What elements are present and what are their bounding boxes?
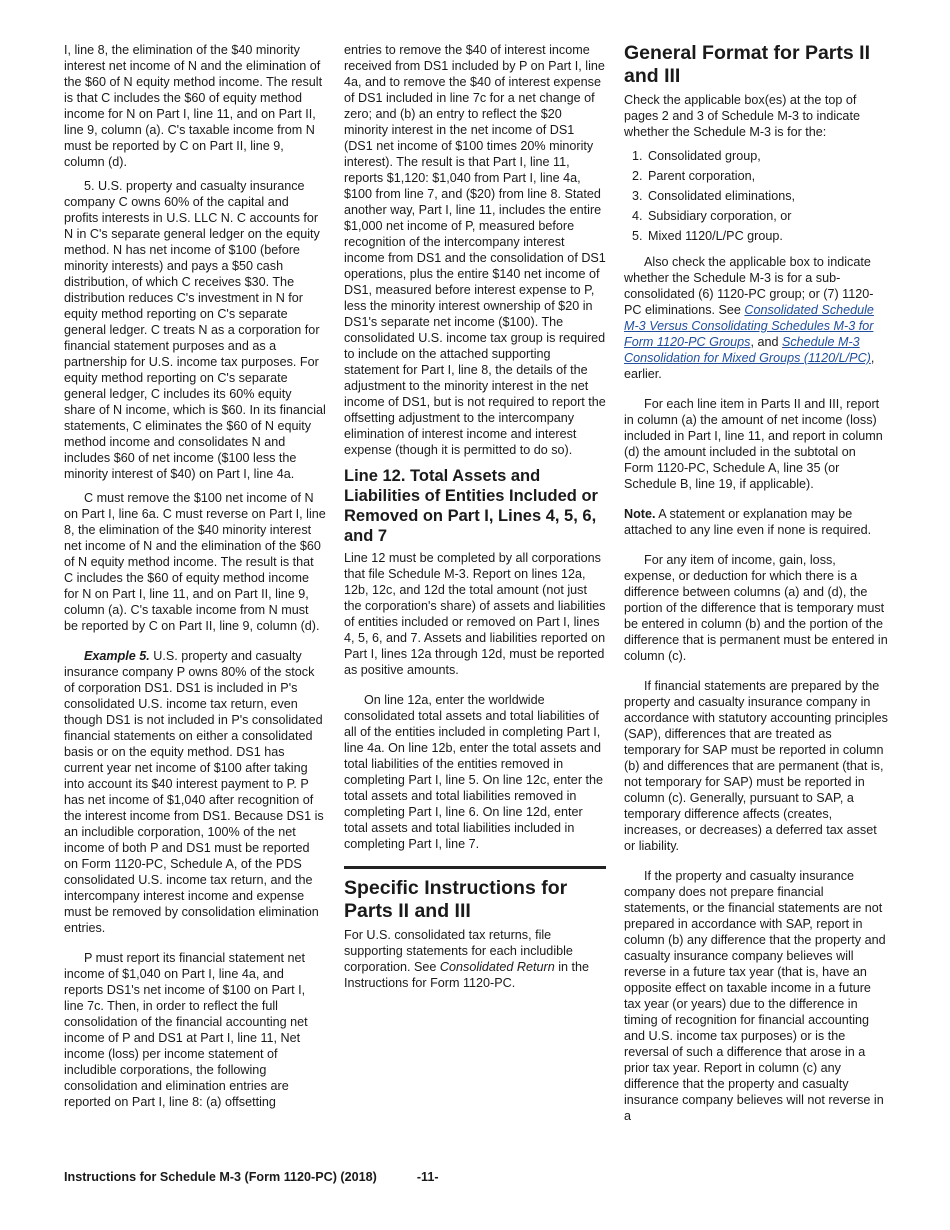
paragraph <box>624 254 888 382</box>
link-mixed-groups[interactable]: Schedule M-3 Consolidation for Mixed Groups (1120/L/PC) <box>624 335 871 365</box>
paragraph: For any item of income, gain, loss, expense, or deduction for which there is a difference between columns (a) and (d), the portion of the difference that is temporary must be entered in column (b) and the portion of the difference that is permanent must be entered in column (c). <box>624 553 888 663</box>
example-5-paragraph <box>64 648 326 936</box>
paragraph: entries to remove the $40 of interest income received from DS1 included by P on Part I, line 4a, and to remove the $40 of interest expense of DS1 included in line 7c for a net change of zero; and (b) an entry to reflect the $20 minority interest in the net income of DS1 (DS1 net income of $100 times 20% minority interest). The result is that Part I, line 11, reports $1,120: $1,040 from Part I, line 4a, $100 from line 7, and ($20) from line 8. Stated another way, Part I, line 11, includes the entire $1,000 net income of P, measured before recognition of the intercompany interest income from DS1 and the consolidation of DS1 operations, plus the entire $140 net income of DS1, measured before interest expense to P, less the minority interest ownership of $20 in DS1's separate net income ($100). The consolidated U.S. income tax group is required to include on the attached supporting statement for Part I, line 8, the details of the adjustment to the minority interest in the net income of DS1, but is not required to report the offsetting adjustment to the intercompany elimination of interest income and interest expense (though it is permitted to do so). <box>344 43 606 457</box>
column-middle <box>344 42 606 999</box>
list-item: 1. Consolidated group, <box>646 148 888 164</box>
italic-reference: Consolidated Return <box>439 960 555 974</box>
paragraph: If the property and casualty insurance company does not prepare financial statements, or the financial statements are not prepared in accordance with SAP, report in column (b) any difference that the property and casualty insurance company believes will reverse in a future tax year (that is, have an opposite effect on taxable income in a future tax year (or years) due to the difference in timing of recognition for financial accounting and U.S. income tax purposes) or is the reversal of such a difference that arose in a prior tax year. Report in column (c) any difference that the property and casualty insurance company believes will not reverse in a <box>624 869 886 1123</box>
page-footer <box>64 1170 439 1184</box>
paragraph: Check the applicable box(es) at the top of pages 2 and 3 of Schedule M-3 to indicate whether the Schedule M-3 is for the: <box>624 93 860 139</box>
heading-general-format: General Format for Parts II and III <box>624 42 870 87</box>
list-item: 3. Consolidated eliminations, <box>646 188 888 204</box>
column-right <box>624 42 888 1132</box>
paragraph: P must report its financial statement net income of $1,040 on Part I, line 4a, and reports DS1's net income of $100 on Part I, line 7c. Then, in order to reflect the full consolidation of the financial accounting net income of P and DS1 at Part I, line 11, Net income (loss) per income statement of includible corporations, the following consolidation and elimination entries are reported on Part I, line 8: (a) offsetting <box>64 951 308 1109</box>
paragraph: If financial statements are prepared by the property and casualty insurance company in accordance with statutory accounting principles (SAP), differences that are treated as temporary for SAP must be reported in column (b) and differences that are permanent (that is, not temporary for SAP) must be reported in column (c). Generally, pursuant to SAP, a temporary difference affects (creates, increases, or decreases) a deferred tax asset or liability. <box>624 679 888 853</box>
paragraph-text: A statement or explanation may be attached to any line even if none is required. <box>624 507 872 537</box>
paragraph: On line 12a, enter the worldwide consolidated total assets and total liabilities of all of the entities included in completing Part I, line 4a. On line 12b, enter the total assets and total liabilities of the entities removed in completing Part I, line 5. On line 12c, enter the total assets and total liabilities removed in completing Part I, line 6. On line 12d, enter total assets and total liabilities included in completing Part I, line 7. <box>344 693 604 851</box>
page-number: -11- <box>416 1170 439 1184</box>
note-label: Note. <box>624 507 656 521</box>
paragraph: I, line 8, the elimination of the $40 minority interest net income of N and the elimination of the $60 of N equity method income. The result is that C includes the $60 of equity method income for N on Part I, line 11, and on Part II, line 9, column (a). C's taxable income from N must be reported by C on Part II, line 9, column (d). <box>64 43 323 169</box>
example-label: Example 5. <box>84 649 150 663</box>
paragraph: 5. U.S. property and casualty insurance company C owns 60% of the capital and profits interests in U.S. LLC N. C accounts for N in C's separate general ledger on the equity method. N has net income of $100 (before minority interests) and pays a $50 cash distribution, of which C receives $30. The distribution reduces C's investment in N for equity method reporting on C's separate general ledger. C treats N as a corporation for financial statement purposes and as a partnership for U.S. income tax purposes. For equity method reporting on C's separate general ledger, C includes its 60% equity share of N income, which is $60. In its financial statements, C eliminates the $60 of N equity method income and consolidates N and includes $60 of net income ($100 less the minority interest of $40) on Part I, line 4a. <box>64 179 326 481</box>
link-consolidated-vs-consolidating[interactable]: Consolidated Schedule M-3 Versus Consolidating Schedules M-3 for Form 1120-PC Groups <box>624 303 874 349</box>
note-paragraph <box>624 506 888 538</box>
column-left <box>64 42 326 1118</box>
list-item: 5. Mixed 1120/L/PC group. <box>646 228 888 244</box>
paragraph-text: Also check the applicable box to indicate whether the Schedule M-3 is for a sub-consolidated (6) 1120-PC group; or (7) 1120-PC eliminations. See <box>624 255 874 317</box>
heading-specific-instructions: Specific Instructions for Parts II and III <box>344 877 568 922</box>
list-item: 4. Subsidiary corporation, or <box>646 208 888 224</box>
section-specific-instructions <box>344 866 606 991</box>
paragraph-text: , and <box>750 335 782 349</box>
paragraph-text: , earlier. <box>624 351 875 381</box>
paragraph: C must remove the $100 net income of N on Part I, line 6a. C must reverse on Part I, line 8, the elimination of the $40 minority interest net income of N and the elimination of the $60 of N equity method income. The result is that C includes the $60 of equity method income for N on Part I, line 11, and on Part II, line 9, column (a). C's taxable income from N must be reported by C on Part II, line 9, column (d). <box>64 491 326 633</box>
paragraph-text: in the Instructions for Form 1120-PC. <box>344 960 590 990</box>
paragraph-text: U.S. property and casualty insurance company P owns 80% of the stock of corporation DS1. DS1 is included in P's consolidated U.S. income tax return, even though DS1 is not included in P's consolidated financial statements on either a consolidated basis or on the equity method. DS1 has current year net income of $100 after taking into account its $40 interest payment to P. P has net income of $1,040 after recognition of the interest income from DS1. Because DS1 is an includible corporation, 100% of the net income of both P and DS1 must be reported on Form 1120-PC, Schedule A, of the PDS consolidated U.S. income tax return, and the intercompany interest income and expense must be removed by consolidation elimination entries. <box>64 649 324 935</box>
paragraph: For each line item in Parts II and III, report in column (a) the amount of net income (loss) included in Part I, line 11, and report in column (d) the amount included in the subtotal on Form 1120-PC, Schedule A, line 35 (or Schedule B, line 19, if applicable). <box>624 397 883 491</box>
schedule-type-list <box>624 148 888 244</box>
footer-title: Instructions for Schedule M-3 (Form 1120-PC) (2018) <box>64 1170 377 1184</box>
paragraph: Line 12 must be completed by all corporations that file Schedule M-3. Report on lines 12a, 12b, 12c, and 12d the total amount (not just the corporation's share) of assets and liabilities of entities included or removed on Part I, lines 4, 5, 6, and 7. Assets and liabilities reported on Part I, lines 12a through 12d, must be reported as positive amounts. <box>344 551 606 677</box>
paragraph <box>344 927 606 991</box>
list-item: 2. Parent corporation, <box>646 168 888 184</box>
paragraph-text: For U.S. consolidated tax returns, file supporting statements for each includible corporation. See <box>344 928 573 974</box>
heading-line-12: Line 12. Total Assets and Liabilities of Entities Included or Removed on Part I, Lines 4, 5, 6, and 7 <box>344 467 598 545</box>
